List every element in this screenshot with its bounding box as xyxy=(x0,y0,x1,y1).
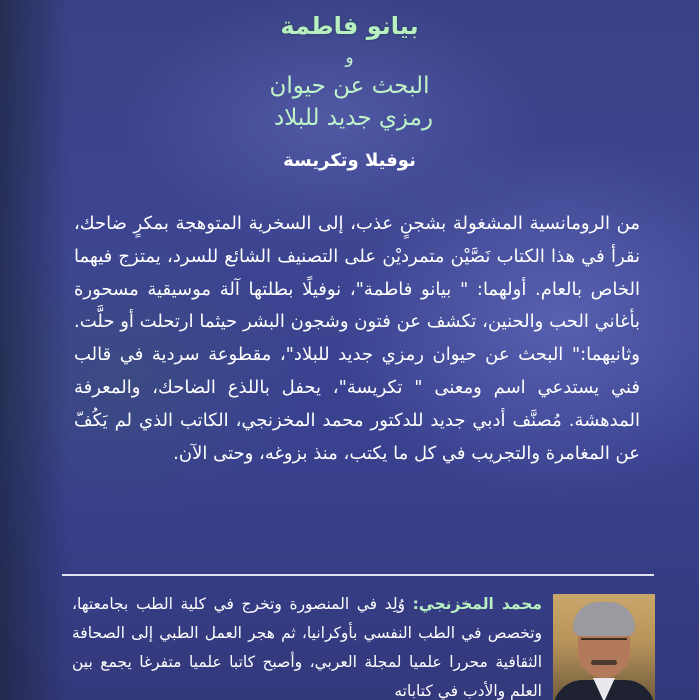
bio-author-name: محمد المخزنجي: xyxy=(412,595,543,613)
book-title-line-1: البحث عن حيوان xyxy=(269,73,430,99)
photo-hair xyxy=(573,602,635,636)
author-title: بيانو فاطمة xyxy=(280,12,419,40)
bio-text: وُلِد في المنصورة وتخرج في كلية الطب بجامعتها، وتخصص في الطب النفسي بأوكرانيا، ثم هجر العمل الطبي إلى الصحافة الثقافية محررا علميا لمجلة العربي، وأصبح كاتبا علميا متفرغا يجمع بين العلم والأدب في كتاباته xyxy=(72,595,542,700)
author-photo xyxy=(553,594,655,700)
book-title-line-2: رمزي جديد للبلاد xyxy=(273,105,434,131)
blurb-paragraph: من الرومانسية المشغولة بشجنٍ عذب، إلى السخرية المتوهجة بمكرٍ ضاحك، نقرأ في هذا الكتاب نَصَّيْن متمرديْن على التصنيف الشائع للسرد، يمتزج فيهما الخاص بالعام. أولهما: " بيانو فاطمة"، نوفيلًا بطلتها آلة موسيقية مسحورة بأغاني الحب والحنين، تكشف عن فتون وشجون البشر حيثما ارتحلت أو حلَّت. وثانيهما:" البحث عن حيوان رمزي جديد للبلاد"، مقطوعة سردية في قالب فني يستدعي اسم ومعنى " تكريسة"، يحفل باللذع الضاحك، والمعرفة المدهشة. مُصنَّف أدبي جديد للدكتور محمد المخزنجي، الكاتب الذي لم يَكُفّ عن المغامرة والتجريب في كل ما يكتب، منذ بزوغه، وحتى الآن. xyxy=(74,213,640,464)
author-bio xyxy=(72,590,542,700)
section-divider xyxy=(62,574,654,576)
book-subtitle: نوفيلا وتكريسة xyxy=(283,150,416,171)
photo-mustache xyxy=(591,660,617,665)
author-bio-section xyxy=(0,582,699,700)
photo-glasses xyxy=(581,638,627,650)
book-title xyxy=(0,70,699,134)
title-conjunction: و xyxy=(345,48,354,68)
